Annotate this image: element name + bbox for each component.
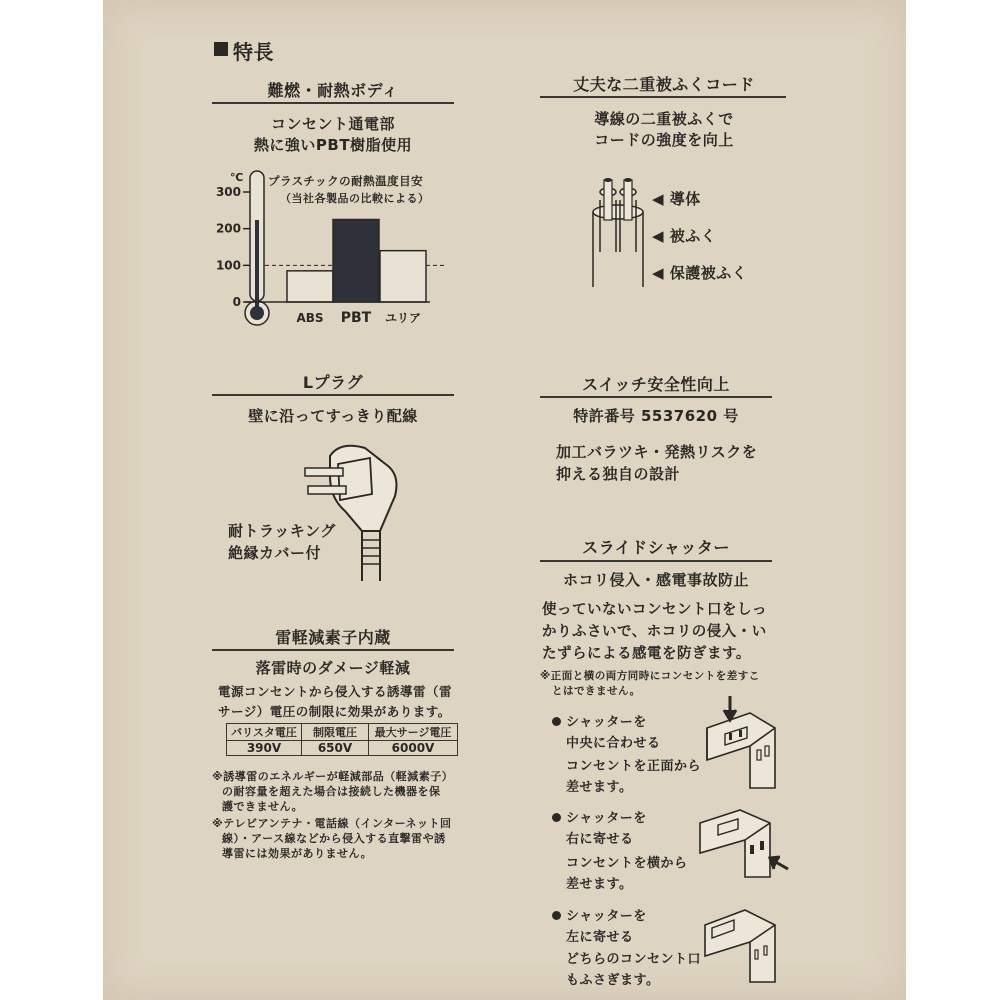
lightning-desc2: サージ）電圧の制限に効果があります。 — [218, 704, 451, 719]
step1-bullet — [552, 717, 561, 726]
chart-subtitle: （当社各製品の比較による） — [280, 192, 430, 205]
step3-bullet — [552, 911, 561, 920]
step1-line4: 差せます。 — [566, 780, 633, 795]
flame-line1: コンセント通電部 — [270, 115, 396, 133]
shutter-title: スライドシャッター — [582, 538, 730, 557]
category-label: ユリア — [384, 311, 422, 325]
step1-line2: 中央に合わせる — [566, 736, 661, 751]
lightning-note1b: の耐容量を超えた場合は接続した機器を保 — [222, 785, 441, 798]
cord-line1: 導線の二重被ふくで — [594, 110, 734, 128]
shutter-desc1: 使っていないコンセント口をしっ — [542, 602, 767, 618]
switch-title: スイッチ安全性向上 — [582, 375, 730, 394]
step2-bullet — [552, 813, 561, 822]
bar-2 — [380, 251, 426, 302]
bar-0 — [287, 271, 333, 302]
shutter-divider — [540, 560, 772, 562]
switch-divider — [540, 396, 772, 398]
cord-cross-section-illustration — [588, 172, 648, 292]
table-row — [227, 741, 458, 756]
flame-line2: 熱に強いPBT樹脂使用 — [253, 136, 413, 154]
lplug-line1: 壁に沿ってすっきり配線 — [248, 407, 418, 425]
shutter-line1: ホコリ侵入・感電事故防止 — [562, 571, 750, 589]
lightning-note1c: 護できません。 — [222, 800, 304, 813]
step2-line1: シャッターを — [566, 811, 647, 826]
lightning-note2a: ※テレビアンテナ・電話線（インターネット回 — [212, 817, 452, 830]
table-row — [227, 724, 458, 741]
cord-line2: コードの強度を向上 — [594, 131, 734, 149]
switch-line2: 抑える独自の設計 — [556, 465, 681, 483]
outlet-side-illustration — [690, 805, 790, 885]
chart-title: プラスチックの耐熱温度目安 — [268, 174, 424, 188]
heat-resistance-chart — [205, 165, 460, 330]
step3-line1: シャッターを — [566, 909, 647, 924]
y-tick-label: 0 — [232, 295, 241, 309]
shutter-desc2: かりふさいで、ホコリの侵入・い — [542, 624, 767, 640]
heading-square — [214, 42, 228, 56]
cord-label-conductor: ◀ 導体 — [652, 190, 701, 208]
table-cell: 390V — [227, 741, 302, 756]
cord-title: 丈夫な二重被ふくコード — [573, 75, 755, 94]
step3-line2: 左に寄せる — [566, 930, 634, 945]
switch-patent: 特許番号 5537620 号 — [573, 407, 739, 425]
lplug-note1: 耐トラッキング — [228, 522, 336, 540]
y-tick-label: 100 — [215, 258, 241, 273]
table-header: 制限電圧 — [302, 724, 369, 741]
step1-line3: コンセントを正面から — [566, 759, 702, 774]
category-label: PBT — [340, 310, 372, 326]
lplug-note2: 絶縁カバー付 — [228, 544, 322, 562]
table-header: バリスタ電圧 — [227, 724, 302, 741]
category-label: ABS — [296, 311, 324, 325]
outlet-front-illustration — [695, 688, 785, 793]
shutter-note1: ※正面と横の両方同時にコンセントを差すこ — [540, 670, 760, 682]
lplug-divider — [212, 394, 454, 396]
step2-line3: コンセントを横から — [566, 856, 688, 871]
lightning-line1: 落雷時のダメージ軽減 — [255, 659, 411, 677]
features-heading: 特長 — [233, 40, 274, 64]
switch-line1: 加工バラツキ・発熱リスクを — [556, 443, 758, 461]
lightning-title: 雷軽減素子内蔵 — [275, 628, 391, 647]
cord-label-insulation: ◀ 被ふく — [652, 227, 717, 245]
lightning-desc1: 電源コンセントから侵入する誘導雷（雷 — [218, 684, 453, 699]
step2-line4: 差せます。 — [566, 877, 633, 892]
table-cell: 6000V — [369, 741, 458, 756]
y-tick-label: 200 — [215, 221, 241, 236]
table-cell: 650V — [302, 741, 369, 756]
surge-spec-table — [226, 723, 458, 756]
cord-divider — [540, 96, 786, 98]
flame-divider — [212, 102, 454, 104]
cord-label-sheath: ◀ 保護被ふく — [652, 264, 748, 282]
bar-1 — [333, 220, 379, 303]
outlet-closed-illustration — [700, 900, 785, 985]
table-header: 最大サージ電圧 — [369, 724, 458, 741]
lightning-note1a: ※誘導雷のエネルギーが軽減部品（軽減素子） — [212, 770, 454, 783]
lplug-title: Lプラグ — [302, 373, 364, 392]
lightning-divider — [212, 649, 454, 651]
lightning-note2c: 導雷には効果がありません。 — [222, 847, 373, 860]
y-tick-label: 300 — [215, 185, 241, 199]
lightning-note2b: 線）・アース線などから侵入する直撃雷や誘 — [222, 832, 446, 845]
y-axis-unit: ℃ — [230, 171, 244, 184]
step2-line2: 右に寄せる — [566, 832, 634, 847]
shutter-desc3: たずらによる感電を防ぎます。 — [542, 646, 751, 662]
step3-line4: もふさぎます。 — [566, 973, 660, 988]
flame-title: 難燃・耐熱ボディ — [267, 81, 399, 100]
shutter-note2: とはできません。 — [552, 685, 641, 697]
step3-line3: どちらのコンセント口 — [566, 952, 702, 967]
thermometer-mercury — [255, 220, 259, 310]
step1-line1: シャッターを — [566, 715, 647, 730]
